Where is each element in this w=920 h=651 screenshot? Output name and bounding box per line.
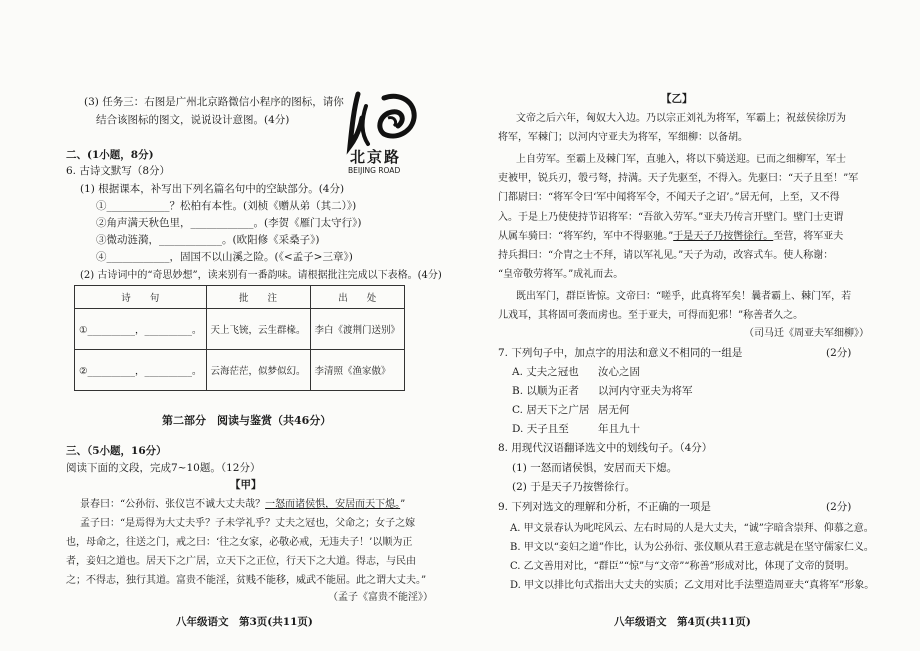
logo-text-en: BEIJING ROAD <box>348 166 401 175</box>
jia-line1-end: ” <box>400 499 406 510</box>
q8-2: (2) 于是天子乃按辔徐行。 <box>512 481 636 493</box>
table-cell: 李白《渡荆门送别》 <box>310 309 405 350</box>
yi-p2-line5-text: 从属车骑曰：“将军约，军中不得驱驰。” <box>498 231 674 242</box>
logo-text-cn: 北京路 <box>350 148 402 166</box>
table-header: 批 注 <box>206 286 310 309</box>
yi-p3-line1: 既出军门，群臣皆惊。文帝曰：“嗟乎，此真将军矣！曩者霸上、棘门军，若 <box>516 291 852 302</box>
q6-1-d: ④____________，固国不以山溪之险。(《<孟子>三章》) <box>96 251 353 263</box>
sec2-header: 二、(1小题，8分) <box>66 149 154 161</box>
q6-title: 6. 古诗文默写（8分） <box>66 165 171 177</box>
jia-line3: 也，母命之，往送之门，戒之曰：‘往之女家，必敬必戒，无违夫子！’以顺为正 <box>66 537 413 548</box>
footer-left: 八年级语文 第3页(共11页) <box>176 616 313 628</box>
yi-p2-line5 <box>498 227 843 242</box>
table-header: 诗 句 <box>75 286 207 309</box>
q8: 8. 用现代汉语翻译选文中的划线句子。（4分） <box>498 442 713 454</box>
q6-2: (2) 古诗词中的“奇思妙想”，读来别有一番韵味。请根据批注完成以下表格。(4分) <box>80 270 442 281</box>
footer-right: 八年级语文 第4页(共11页) <box>614 616 751 628</box>
jia-title: 【甲】 <box>230 479 262 491</box>
yi-underlined: 于是天子乃按辔徐行。 <box>673 231 774 242</box>
q9-option-b: B. 甲文以“妾妇之道”作比，认为公孙衍、张仪顺从君王意志就是在坚守儒家仁义。 <box>510 542 874 553</box>
q7: 7. 下列句子中，加点字的用法和意义不相同的一组是 <box>498 347 743 359</box>
table-cell: 天上飞铳，云生群椽。 <box>206 309 310 350</box>
yi-source: （司马迁《周亚夫军细柳》） <box>744 328 869 339</box>
q6-1-b: ②角声满天秋色里，____________。(李贺《雁门太守行》) <box>96 217 362 229</box>
jia-line1 <box>80 495 405 510</box>
jia-line1-text: 景春曰：“公孙衍、张仪岂不诚大丈夫哉？ <box>80 499 266 510</box>
yi-p2-line6: 持兵揖曰：“介胄之士不拜，请以军礼见。”天子为动，改容式车。使人称谢： <box>498 250 834 261</box>
yi-p1-line2: 将军，军棘门；以河内守亚夫为将军，军细柳：以备胡。 <box>498 132 748 143</box>
yi-p2-line2: 吏被甲，锐兵刃，彀弓弩，持满。天子先驱至，不得入。先驱曰：“天子且至！”军 <box>498 173 859 184</box>
table-cell: ②__________，__________。 <box>75 350 207 391</box>
sec3-instr: 阅读下面的文段，完成7~10题。（12分） <box>66 462 261 474</box>
q7-option-d2: 年且九十 <box>598 423 640 435</box>
q7-option-d: D. 天子且至 <box>512 423 569 435</box>
q8-1: (1) 一怒而诸侯惧，安居而天下熄。 <box>512 462 678 474</box>
yi-p2-line4: 入。于是上乃使使持节诏将军：“吾欲入劳军。”亚夫乃传言开壁门。壁门士吏谓 <box>498 212 844 223</box>
q6-1-c: ③微动涟漪，____________。(欧阳修《采桑子》) <box>96 234 320 246</box>
jia-line4: 者，妾妇之道也。居天下之广居，立天下之正位，行天下之大道。得志，与民由 <box>66 556 416 567</box>
q7-option-c2: 居无何 <box>598 404 630 416</box>
q7-option-c: C. 居天下之广居 <box>512 404 590 416</box>
q6-1: (1) 根据课本，补写出下列名篇名句中的空缺部分。(4分) <box>80 183 345 195</box>
table-cell: ①__________，__________。 <box>75 309 207 350</box>
part2-title: 第二部分 阅读与鉴赏（共46分） <box>162 414 332 427</box>
yi-title: 【乙】 <box>661 93 693 105</box>
jia-source: （孟子《富贵不能淫》） <box>328 592 433 603</box>
yi-p2-line1: 上自劳军。至霸上及棘门军，直驰入，将以下骑送迎。已而之细柳军，军士 <box>516 154 846 165</box>
jia-line5: 之；不得志，独行其道。富贵不能淫，贫贱不能移，威武不能屈。此之谓大丈夫。” <box>66 575 427 586</box>
q9: 9. 下列对选文的理解和分析，不正确的一项是 <box>498 501 711 513</box>
table-cell: 李清照《渔家傲》 <box>310 350 405 391</box>
q9-score: (2分) <box>826 501 852 513</box>
q7-option-a2: 汝心之固 <box>598 366 640 378</box>
q9-option-c: C. 乙文善用对比，“群臣”“惊”与“文帝”“称善”形成对比，体现了文帝的贤明。 <box>510 561 855 572</box>
table-cell: 云海茫茫，似梦似幻。 <box>206 350 310 391</box>
q7-option-a: A. 丈夫之冠也 <box>512 366 579 378</box>
yi-p2-line7: “皇帝敬劳将军。”成礼而去。 <box>498 269 624 280</box>
yi-p1-line1: 文帝之后六年，匈奴大入边。乃以宗正刘礼为将军，军霸上；祝兹侯徐厉为 <box>516 113 846 124</box>
task3-line1: (3) 任务三：右图是广州北京路微信小程序的图标，请你 <box>84 96 344 108</box>
jia-underlined: 一怒而诸侯惧，安居而天下熄。 <box>265 499 401 510</box>
task3-line2: 结合该图标的图文，说说设计意图。(4分) <box>96 114 290 126</box>
q6-1-a: ①____________？松柏有本性。(刘桢《赠从弟（其二）》) <box>96 200 357 212</box>
q7-score: (2分) <box>826 347 852 359</box>
yi-p2-line3: 门都尉曰：“将军令曰‘军中闻将军令，不闻天子之诏’。”居无何，上至，又不得 <box>498 192 840 203</box>
yi-p3-line2: 儿戏耳，其将固可袭而虏也。至于亚夫，可得而犯邪！”称善者久之。 <box>498 310 804 321</box>
q9-option-d: D. 甲文以排比句式指出大丈夫的实质；乙文用对比手法塑造周亚夫“真将军”形象。 <box>510 580 875 591</box>
q9-option-a: A. 甲文景春认为叱咤风云、左右时局的人是大丈夫，“诚”字暗含崇拜、仰慕之意。 <box>510 523 874 534</box>
jia-line2: 孟子曰：“是焉得为大丈夫乎？子未学礼乎？丈夫之冠也，父命之；女子之嫁 <box>80 518 416 529</box>
table-header: 出 处 <box>310 286 405 309</box>
q7-option-b2: 以河内守亚夫为将军 <box>598 385 693 397</box>
poem-table <box>74 285 405 391</box>
beijing-road-logo <box>344 88 420 178</box>
q7-option-b: B. 以顺为正者 <box>512 385 579 397</box>
yi-p2-line5-end: 至营，将军亚夫 <box>773 231 844 242</box>
sec3-header: 三、（5小题，16分） <box>66 445 167 457</box>
